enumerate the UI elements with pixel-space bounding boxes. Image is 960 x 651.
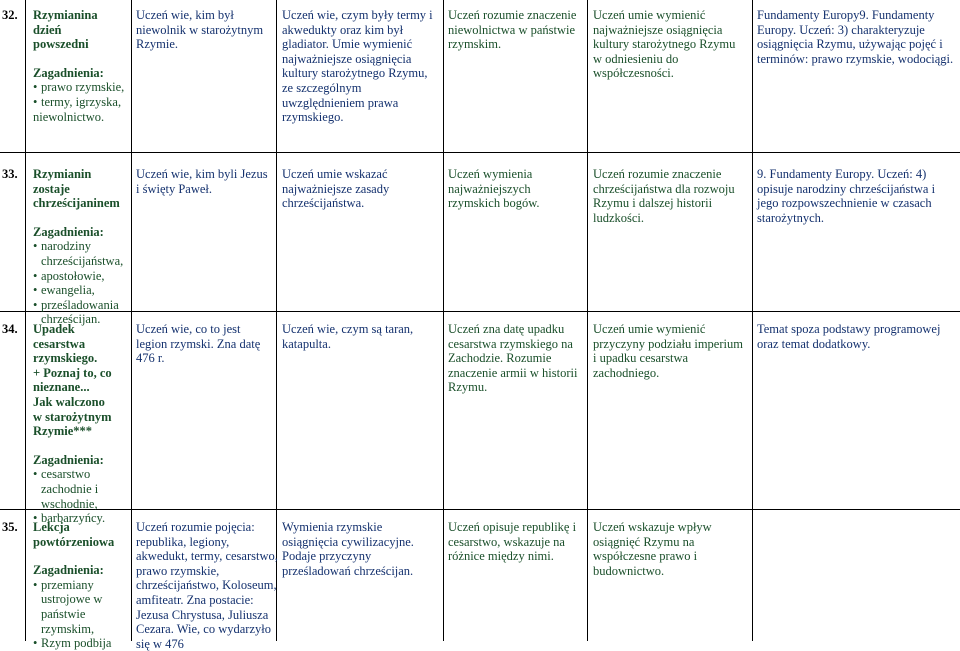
zagadnienia-list [33,578,137,651]
column-divider [752,0,753,641]
row-divider [0,152,960,153]
row-number: 32. [2,8,18,22]
list-item: • prześladowania chrześcijan. [33,298,129,327]
requirement-extended: Uczeń wie, czym są taran, katapulta. [282,322,414,351]
topic-line: Upadek cesarstwa [33,322,86,351]
topic-line: chrześcijaninem [33,196,120,211]
list-item: • Rzym podbija [33,636,137,651]
topic-line: powszedni [33,37,89,52]
lesson-topic [33,322,129,526]
zagadnienia-label: Zagadnienia: [33,65,104,80]
requirement-advanced: Uczeń rozumie znaczenie niewolnictwa w państwie rzymskim. [448,8,577,52]
requirement-extended: Uczeń wie, czym były termy i akwedukty oraz kim był gladiator. Umie wymienić najważniejsze osiągnięcia kultury starożytnego Rzymu, ze szczególnym uwzględnieniem prawa rzymskiego. [282,8,433,125]
zagadnienia-label: Zagadnienia: [33,452,104,467]
topic-line: Rzymie*** [33,424,93,439]
curriculum-reference: 9. Fundamenty Europy. Uczeń: 4) opisuje narodziny chrześcijaństwa i jego rozpowszechnienie w czasach starożytnych. [757,167,936,225]
list-item-continuation: niewolnictwo. [33,109,105,124]
topic-line: w starożytnym [33,409,112,424]
topic-line: + Poznaj to, co [33,365,112,380]
lesson-topic [33,167,129,327]
lesson-topic [33,8,129,124]
requirement-basic: Uczeń rozumie pojęcia: republika, legiony, akwedukt, termy, cesarstwo, prawo rzymskie, chrześcijaństwo, Koloseum, amfiteatr. Zna postacie: Jezusa Chrystusa, Juliusza Cezara. Wie, co wydarzyło się w 476 [136,520,278,651]
list-item: • barbarzyńcy. [33,511,129,526]
requirement-excellent: Uczeń umie wymienić najważniejsze osiągnięcia kultury starożytnego Rzymu w odniesieniu do współczesności. [593,8,736,81]
requirement-advanced: Uczeń opisuje republikę i cesarstwo, wskazuje na różnice między nimi. [448,520,577,564]
topic-line: Lekcja [33,520,70,534]
column-divider [25,0,26,641]
list-item: • cesarstwo zachodnie i wschodnie, [33,467,129,511]
lesson-topic [33,520,137,651]
requirement-advanced: Uczeń wymienia najważniejszych rzymskich bogów. [448,167,540,211]
column-divider [443,0,444,641]
list-item: • ewangelia, [33,283,129,298]
row-number: 33. [2,167,18,181]
list-item: • apostołowie, [33,269,129,284]
list-item: • termy, igrzyska, [33,95,129,110]
row-divider [0,509,960,510]
topic-line: nieznane... [33,380,90,395]
requirement-basic: Uczeń wie, kim był niewolnik w starożytnym Rzymie. [136,8,264,52]
curriculum-reference: Fundamenty Europy9. Fundamenty Europy. Uczeń: 3) charakteryzuje osiągnięcia Rzymu, używając pojęć i terminów: prawo rzymskie, wodociągi. [757,8,954,66]
topic-line: Jak walczono [33,394,105,409]
list-item: • prawo rzymskie, [33,80,129,95]
requirement-excellent: Uczeń umie wymienić przyczyny podziału imperium i upadku cesarstwa zachodniego. [593,322,743,380]
zagadnienia-label: Zagadnienia: [33,224,104,239]
requirement-excellent: Uczeń rozumie znaczenie chrześcijaństwa dla rozwoju Rzymu i dalszej historii ludzkości. [593,167,735,225]
requirement-extended: Wymienia rzymskie osiągnięcia cywilizacyjne. Podaje przyczyny prześladowań chrześcijan. [282,520,414,578]
topic-line: Rzymianin zostaje [33,167,92,196]
requirement-excellent: Uczeń wskazuje wpływ osiągnięć Rzymu na współczesne prawo i budownictwo. [593,520,712,578]
row-divider [0,311,960,312]
list-item: • narodziny chrześcijaństwa, [33,239,129,268]
topic-line: Rzymianina dzień [33,8,98,37]
topic-line: rzymskiego. [33,351,98,366]
row-number: 35. [2,520,18,534]
zagadnienia-list [33,467,129,525]
list-item: • przemiany ustrojowe w państwie rzymskim, [33,578,137,636]
requirement-extended: Uczeń umie wskazać najważniejsze zasady chrześcijaństwa. [282,167,390,211]
requirement-advanced: Uczeń zna datę upadku cesarstwa rzymskiego na Zachodzie. Rozumie znaczenie armii w historii Rzymu. [448,322,578,395]
requirement-basic: Uczeń wie, co to jest legion rzymski. Zna datę 476 r. [136,322,261,366]
zagadnienia-list [33,239,129,327]
zagadnienia-label: Zagadnienia: [33,563,104,578]
requirement-basic: Uczeń wie, kim byli Jezus i święty Paweł. [136,167,268,196]
row-number: 34. [2,322,18,336]
topic-line: powtórzeniowa [33,534,115,549]
column-divider [587,0,588,641]
curriculum-reference: Temat spoza podstawy programowej oraz temat dodatkowy. [757,322,941,351]
zagadnienia-list [33,80,129,109]
